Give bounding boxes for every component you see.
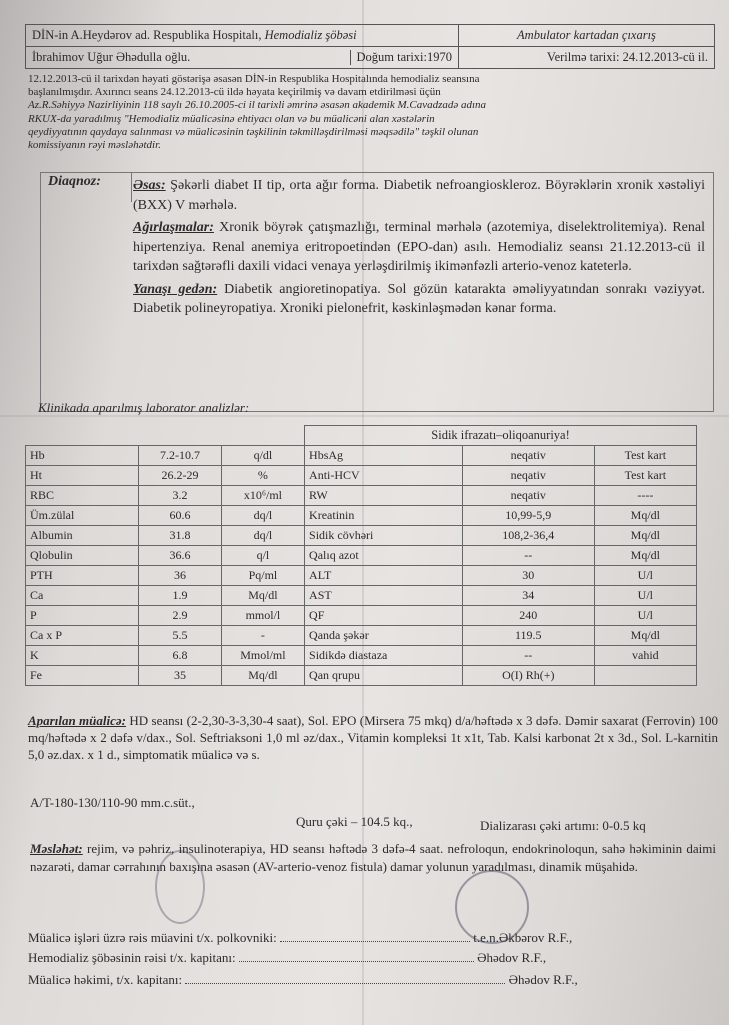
- signature-dots: [185, 983, 505, 984]
- lab-row: [26, 606, 697, 626]
- lab-right-name: Qan qrupu: [305, 666, 463, 686]
- lab-right-value: 10,99-5,9: [462, 506, 594, 526]
- lab-right-unit: vahid: [594, 646, 696, 666]
- official-seal: [155, 850, 205, 924]
- patient-dob: Doğum tarixi:1970: [350, 50, 458, 65]
- lab-right-name: Qalıq azot: [305, 546, 463, 566]
- diag-comp-label: Ağırlaşmalar:: [133, 220, 214, 235]
- lab-left-name: K: [26, 646, 139, 666]
- lab-row: [26, 626, 697, 646]
- lab-right-name: Anti-HCV: [305, 466, 463, 486]
- diag-side-text: Diabetik angioretinopatiya. Sol gözün katarakta əməliyyatından sonrakı vəziyyət. Diabetik polineyropatiya. Xroniki pielonefrit, kəskinləşmədən kənar forma.: [133, 281, 705, 316]
- lab-left-unit: Mq/dl: [221, 666, 304, 686]
- lab-row: [26, 486, 697, 506]
- lab-left-name: Fe: [26, 666, 139, 686]
- lab-right-unit: Test kart: [594, 466, 696, 486]
- signature-dots: [280, 941, 470, 942]
- lab-row: [26, 566, 697, 586]
- interdialytic-gain: Dializarası çəki artımı: 0-0.5 kq: [480, 818, 646, 833]
- lab-left-value: 3.2: [139, 486, 222, 506]
- treatment-text: HD seansı (2-2,30-3-3,30-4 saat), Sol. EPO (Mirsera 75 mkq) d/a/həftədə x 3 dəfə. Dəmir saxarat (Ferrovin) 100 mq/həftədə x 2 dəfə v/dax., Sol. Seftriaksoni 1,0 ml əz/dax., Vitamin kompleksi 1t x1t, Tab. Kalsi karbonat 2t x 3d., Sol. L-karnitin 5,0 əz.dax. x 1 d., simptomatik müalicə və s.: [28, 713, 718, 762]
- lab-row: [26, 546, 697, 566]
- blood-pressure: A/T-180-130/110-90 mm.c.süt.,: [30, 795, 195, 810]
- intro-paragraph: 12.12.2013-cü il tarixdən həyati göstərişə əsasən DİN-in Respublika Hospitalında hemodializ seansına başlanılmışdır. Axırıncı seans 24.12.2013-cü ildə həyata keçirilmiş və davam etdirilməsi üçün Az.R.Səhiyyə Nazirliyinin 118 saylı 26.10.2005-ci il tarixli əmrinə əsasən akademik M.Cavadzadə adına RKUX-da yaradılmış "Hemodializ müalicəsinə ehtiyacı olan və bu müalicəni alan xəstələrin qeydiyyatının qaydaya salınması və müalicəsinin təşkilinin təkmilləşdirilməsi məqsədilə" təşkil olunan komissiyanın rəyi məsləhətdir.: [28, 73, 487, 152]
- patient-name: İbrahimov Uğur Əhədulla oğlu.: [32, 50, 191, 64]
- lab-left-name: Hb: [26, 446, 139, 466]
- lab-row: [26, 666, 697, 686]
- header-hospital: DİN-in A.Heydərov ad. Respublika Hospitalı, Hemodializ şöbəsi: [26, 25, 459, 47]
- lab-left-value: 31.8: [139, 526, 222, 546]
- lab-left-name: RBC: [26, 486, 139, 506]
- lab-row: [26, 466, 697, 486]
- treatment-section: [28, 712, 718, 763]
- diag-comp-text: Xronik böyrək çatışmazlığı, terminal mərhələ (azotemiya, diselektrolitemiya). Renal hipertenziya. Renal anemiya eritropoetindən (EPO-dan) asılı. Hemodializ seansı 21.12.2013-cü il tarixdən sağtərəfli daxili vidaci venaya yerləşdirilmiş ikimənfəzli arterio-venoz kateterlə.: [133, 220, 706, 274]
- signature-line-3: Müalicə həkimi, t/x. kapitanı: Əhədov R.F.,: [28, 972, 578, 987]
- header-department: Hemodializ şöbəsi: [264, 28, 357, 42]
- lab-right-unit: ----: [594, 486, 696, 506]
- lab-left-unit: x10⁶/ml: [221, 486, 304, 506]
- lab-left-name: Albumin: [26, 526, 139, 546]
- treatment-label: Aparılan müalicə:: [28, 713, 126, 728]
- lab-left-value: 5.5: [139, 626, 222, 646]
- lab-right-unit: Mq/dl: [594, 626, 696, 646]
- lab-left-unit: Mmol/ml: [221, 646, 304, 666]
- lab-right-value: neqativ: [462, 466, 594, 486]
- lab-left-value: 36.6: [139, 546, 222, 566]
- lab-left-name: Ht: [26, 466, 139, 486]
- signature-line-2: Hemodializ şöbəsinin rəisi t/x. kapitanı: Əhədov R.F.,: [28, 950, 547, 965]
- lab-right-name: Kreatinin: [305, 506, 463, 526]
- lab-row: [26, 526, 697, 546]
- lab-left-name: Üm.zülal: [26, 506, 139, 526]
- lab-right-unit: Test kart: [594, 446, 696, 466]
- issue-date: Verilmə tarixi: 24.12.2013-cü il.: [459, 47, 715, 69]
- lab-right-value: neqativ: [462, 446, 594, 466]
- lab-row: [26, 646, 697, 666]
- lab-right-name: Sidik cövhəri: [305, 526, 463, 546]
- lab-row: [26, 446, 697, 466]
- lab-urine-row: [26, 426, 697, 446]
- lab-right-unit: U/l: [594, 566, 696, 586]
- lab-row: [26, 586, 697, 606]
- lab-right-name: RW: [305, 486, 463, 506]
- lab-left-name: PTH: [26, 566, 139, 586]
- lab-left-unit: Pq/ml: [221, 566, 304, 586]
- urine-note: Sidik ifrazatı–oliqoanuriya!: [305, 426, 697, 446]
- lab-left-unit: dq/l: [221, 506, 304, 526]
- lab-left-unit: q/l: [221, 546, 304, 566]
- lab-left-value: 36: [139, 566, 222, 586]
- lab-right-unit: [594, 666, 696, 686]
- lab-left-value: 1.9: [139, 586, 222, 606]
- lab-right-name: Qanda şəkər: [305, 626, 463, 646]
- lab-right-value: --: [462, 546, 594, 566]
- lab-right-name: QF: [305, 606, 463, 626]
- lab-title: Klinikada aparılmış laborator analizlər:: [38, 400, 250, 415]
- lab-table: [25, 425, 697, 686]
- lab-left-name: Ca x P: [26, 626, 139, 646]
- lab-right-value: 108,2-36,4: [462, 526, 594, 546]
- lab-right-unit: Mq/dl: [594, 506, 696, 526]
- signature-dots: [239, 961, 474, 962]
- lab-right-name: Sidikdə diastaza: [305, 646, 463, 666]
- lab-left-unit: q/dl: [221, 446, 304, 466]
- lab-left-value: 26.2-29: [139, 466, 222, 486]
- lab-left-unit: %: [221, 466, 304, 486]
- lab-right-unit: U/l: [594, 606, 696, 626]
- lab-right-value: 119.5: [462, 626, 594, 646]
- lab-left-value: 60.6: [139, 506, 222, 526]
- lab-right-value: 30: [462, 566, 594, 586]
- lab-right-value: 240: [462, 606, 594, 626]
- lab-left-unit: mmol/l: [221, 606, 304, 626]
- lab-left-name: Ca: [26, 586, 139, 606]
- advice-section: [30, 840, 716, 875]
- dry-weight: Quru çəki – 104.5 kq.,: [296, 814, 413, 829]
- diagnosis-divider: [131, 172, 132, 202]
- lab-left-unit: dq/l: [221, 526, 304, 546]
- lab-right-value: --: [462, 646, 594, 666]
- lab-left-value: 2.9: [139, 606, 222, 626]
- lab-right-value: O(I) Rh(+): [462, 666, 594, 686]
- diag-main-label: Əsas:: [133, 178, 166, 193]
- lab-row: [26, 506, 697, 526]
- lab-right-name: HbsAg: [305, 446, 463, 466]
- lab-left-unit: -: [221, 626, 304, 646]
- lab-right-unit: Mq/dl: [594, 546, 696, 566]
- advice-label: Məsləhət:: [30, 841, 83, 856]
- lab-right-name: ALT: [305, 566, 463, 586]
- lab-left-value: 35: [139, 666, 222, 686]
- lab-right-unit: Mq/dl: [594, 526, 696, 546]
- header-doc-type: Ambulator kartadan çıxarış: [459, 25, 715, 47]
- diagnosis-text: [133, 176, 705, 322]
- lab-right-unit: U/l: [594, 586, 696, 606]
- lab-left-unit: Mq/dl: [221, 586, 304, 606]
- signature-line-1: Müalicə işləri üzrə rəis müavini t/x. polkovniki: t.e.n.Əkbərov R.F.,: [28, 930, 573, 945]
- header-patient-row: [26, 47, 459, 69]
- lab-left-value: 6.8: [139, 646, 222, 666]
- diag-main-text: Şəkərli diabet II tip, orta ağır forma. Diabetik nefroangioskleroz. Böyrəklərin xronik xəstəliyi (BXX) V mərhələ.: [133, 178, 705, 213]
- header-table: [25, 24, 715, 69]
- advice-text: rejim, və pəhriz, insulinoterapiya, HD seansı həftədə 3 dəfə-4 saat. nefroloqun, endokrinoloqun, sahə həkiminin daimi nəzarəti, damar cərrahının baxışına əsasən (AV-arterio-venoz fistula) damar yolunun yaradılması, dinamik müşahidə.: [30, 841, 717, 874]
- lab-right-name: AST: [305, 586, 463, 606]
- lab-left-name: P: [26, 606, 139, 626]
- lab-left-name: Qlobulin: [26, 546, 139, 566]
- diagnosis-label: Diaqnoz:: [48, 174, 101, 189]
- lab-left-value: 7.2-10.7: [139, 446, 222, 466]
- lab-right-value: neqativ: [462, 486, 594, 506]
- diag-side-label: Yanaşı gedən:: [133, 281, 218, 297]
- lab-right-value: 34: [462, 586, 594, 606]
